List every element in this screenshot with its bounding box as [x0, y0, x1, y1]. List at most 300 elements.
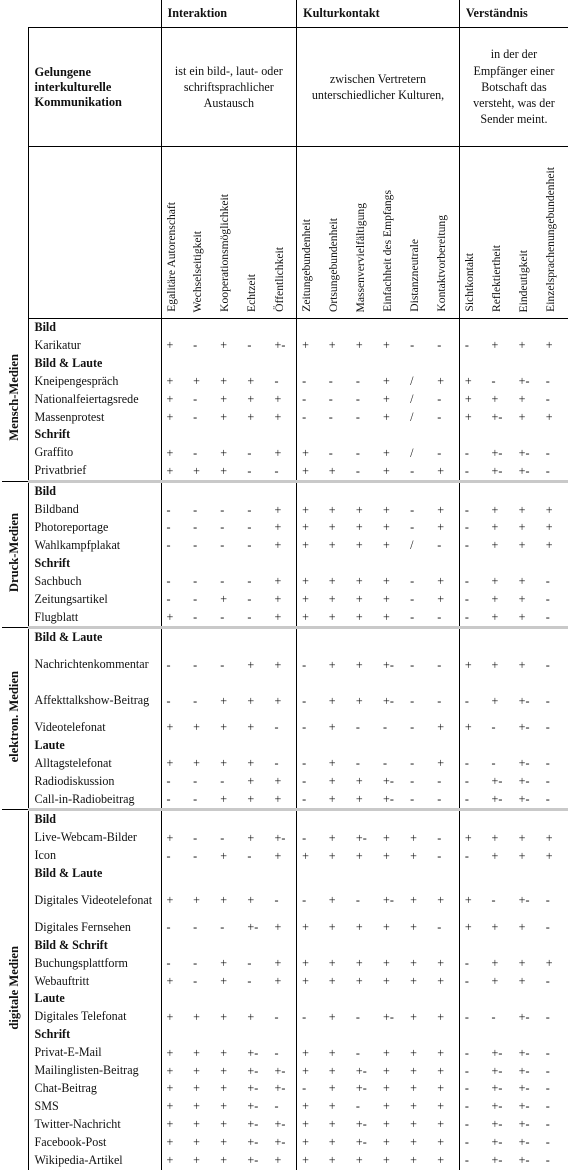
rating-cell	[405, 426, 432, 444]
rating-cell: +	[355, 338, 363, 353]
medium-name: Privat-E-Mail	[28, 1044, 161, 1062]
rating-cell	[215, 865, 242, 883]
rating-cell: +	[193, 1135, 200, 1150]
rating-cell: +	[491, 502, 499, 517]
rating-cell	[270, 1026, 297, 1044]
category-label: Bild & Laute	[28, 865, 161, 883]
criterion-label: Einzelsprachenungebundenheit	[543, 167, 557, 312]
medium-name: Affekttalkshow-Beitrag	[28, 683, 161, 719]
rating-cell: +	[297, 1062, 324, 1080]
rating-cell: +	[274, 574, 282, 589]
rating-cell: -	[274, 1045, 279, 1060]
rating-cell	[188, 555, 215, 573]
rating-cell: -	[410, 791, 415, 806]
rating-cell	[541, 426, 568, 444]
rating-cell: +-	[274, 338, 286, 353]
rating-cell: +	[220, 720, 228, 735]
table-row	[2, 755, 568, 773]
criterion-label: Massenvervielfältigung	[353, 202, 367, 312]
rating-cell: +	[518, 609, 526, 624]
rating-cell: +	[274, 657, 282, 672]
rating-cell: -	[297, 647, 324, 683]
rating-cell: +	[220, 374, 228, 389]
rating-cell	[378, 737, 405, 755]
rating-cell	[541, 1026, 568, 1044]
rating-cell: +-	[491, 791, 503, 806]
rating-cell	[297, 737, 324, 755]
rating-cell: -	[247, 609, 252, 624]
rating-cell	[514, 555, 541, 573]
rating-cell: +	[491, 920, 499, 935]
rating-cell: -	[161, 537, 188, 555]
rating-cell: +-	[518, 463, 530, 478]
rating-cell: +	[328, 657, 336, 672]
rating-cell	[487, 355, 514, 373]
rating-cell: -	[355, 893, 360, 908]
rating-cell: -	[355, 392, 360, 407]
rating-cell	[459, 426, 486, 444]
rating-cell	[161, 865, 188, 883]
rating-cell: +	[355, 774, 363, 789]
rating-cell	[161, 555, 188, 573]
rating-cell: -	[437, 920, 442, 935]
medium-name: Radiodiskussion	[28, 773, 161, 791]
table-row	[2, 883, 568, 919]
table-row	[2, 391, 568, 409]
rating-cell: +	[410, 1099, 417, 1114]
rating-cell: -	[383, 756, 388, 771]
rating-cell: +	[518, 520, 526, 535]
rating-cell: +-	[491, 1135, 503, 1150]
rating-cell	[514, 426, 541, 444]
rating-cell: -	[193, 791, 198, 806]
rating-cell: +	[297, 955, 324, 973]
rating-cell: -	[161, 773, 188, 791]
rating-cell: +	[297, 1044, 324, 1062]
rating-cell: -	[459, 683, 486, 719]
rating-cell	[242, 426, 269, 444]
rating-cell	[215, 355, 242, 373]
rating-cell: +	[355, 657, 363, 672]
rating-cell	[188, 1026, 215, 1044]
rating-cell: +	[220, 1117, 228, 1132]
rating-cell: +-	[247, 1099, 259, 1114]
rating-cell: -	[297, 773, 324, 791]
criterion-label: Echtzeit	[245, 274, 259, 312]
rating-cell	[541, 865, 568, 883]
rating-cell	[297, 990, 324, 1008]
category-row	[2, 937, 568, 955]
rating-cell: -	[545, 774, 550, 789]
rating-cell: +	[328, 1099, 336, 1114]
rating-cell: +-	[518, 693, 530, 708]
rating-cell: +	[220, 392, 228, 407]
criterion-header	[188, 147, 215, 319]
rating-cell: +	[437, 520, 445, 535]
rating-cell: -	[247, 974, 252, 989]
rating-cell: -	[355, 445, 360, 460]
rating-cell: +	[328, 774, 336, 789]
category-label: Laute	[28, 990, 161, 1008]
rating-cell	[351, 937, 378, 955]
rating-cell	[378, 355, 405, 373]
rating-cell: -	[410, 463, 415, 478]
media-table	[2, 0, 568, 1170]
table-row	[2, 847, 568, 865]
rating-cell: +	[297, 1152, 324, 1170]
rating-cell: -	[161, 501, 188, 519]
rating-cell: +	[355, 609, 363, 624]
rating-cell: -	[193, 520, 198, 535]
rating-cell: +	[220, 1153, 228, 1168]
rating-cell: -	[545, 1135, 550, 1150]
criterion-label: Einfachheit des Empfangs	[381, 190, 394, 312]
medium-name: Karikatur	[28, 337, 161, 355]
rating-cell: -	[459, 773, 486, 791]
rating-cell	[242, 865, 269, 883]
rating-cell: +	[328, 338, 336, 353]
rating-cell: +	[437, 1099, 445, 1114]
rating-cell: +	[297, 1116, 324, 1134]
rating-cell: +	[274, 791, 282, 806]
rating-cell: -	[297, 391, 324, 409]
rating-cell: +	[383, 338, 390, 353]
rating-cell: +	[383, 592, 390, 607]
rating-cell	[242, 937, 269, 955]
rating-cell: +	[161, 373, 188, 391]
rating-cell	[405, 1026, 432, 1044]
rating-cell	[188, 319, 215, 337]
criterion-header	[378, 147, 405, 319]
rating-cell: +	[410, 848, 417, 863]
rating-cell: +	[459, 919, 486, 937]
rating-cell: -	[459, 955, 486, 973]
rating-cell: -	[274, 1099, 279, 1114]
rating-cell: -	[220, 609, 225, 624]
category-label: Bild & Laute	[28, 355, 161, 373]
rating-cell: +	[383, 1045, 390, 1060]
medium-name: Wahlkampfplakat	[28, 537, 161, 555]
rating-cell: +	[355, 574, 363, 589]
rating-cell	[161, 937, 188, 955]
rating-cell	[541, 810, 568, 829]
medium-name: Chat-Beitrag	[28, 1080, 161, 1098]
rating-cell	[378, 555, 405, 573]
rating-cell: -	[297, 719, 324, 737]
table-row	[2, 1044, 568, 1062]
criterion-header	[405, 147, 432, 319]
rating-cell: +	[328, 592, 336, 607]
rating-cell	[378, 482, 405, 501]
rating-cell: -	[459, 1062, 486, 1080]
rating-cell: +	[297, 1134, 324, 1152]
rating-cell: +	[410, 893, 417, 908]
rating-cell: -	[410, 693, 415, 708]
rating-cell: -	[220, 574, 225, 589]
rating-cell: -	[328, 445, 333, 460]
criterion-header	[351, 147, 378, 319]
rating-cell: -	[545, 657, 550, 672]
rating-cell: +	[274, 848, 282, 863]
rating-cell: +	[274, 520, 282, 535]
rating-cell	[405, 628, 432, 647]
group-label-text: digitale Medien	[7, 946, 22, 1030]
rating-cell	[459, 319, 486, 337]
rating-cell: -	[545, 791, 550, 806]
rating-cell: +	[297, 573, 324, 591]
rating-cell: +	[410, 1153, 417, 1168]
rating-cell: +	[491, 830, 499, 845]
rating-cell: -	[193, 974, 198, 989]
rating-cell	[324, 319, 351, 337]
rating-cell: +	[220, 463, 228, 478]
criterion-label: Öffentlichkeit	[272, 247, 286, 312]
rating-cell	[324, 355, 351, 373]
medium-name: Call-in-Radiobeitrag	[28, 791, 161, 810]
rating-cell: +	[247, 791, 255, 806]
rating-cell: -	[274, 720, 279, 735]
rating-cell	[487, 865, 514, 883]
rating-cell: +	[161, 409, 188, 427]
rating-cell: -	[161, 683, 188, 719]
rating-cell: +	[193, 720, 200, 735]
rating-cell: -	[545, 1153, 550, 1168]
rating-cell: +	[491, 538, 499, 553]
criterion-header	[487, 147, 514, 319]
rating-cell	[270, 426, 297, 444]
rating-cell: +-	[383, 657, 394, 672]
rating-cell	[487, 810, 514, 829]
rating-cell	[514, 482, 541, 501]
table-row	[2, 1134, 568, 1152]
rating-cell	[324, 628, 351, 647]
definition-row	[2, 28, 568, 147]
rating-cell: +	[193, 893, 200, 908]
definition-verstaendnis: in der der Empfänger einer Botschaft das versteht, was der Sender meint.	[459, 28, 568, 147]
rating-cell	[351, 737, 378, 755]
rating-cell: +	[161, 462, 188, 481]
rating-cell	[324, 426, 351, 444]
rating-cell: -	[297, 1008, 324, 1026]
rating-cell: +-	[247, 1063, 259, 1078]
medium-name: Bildband	[28, 501, 161, 519]
rating-cell	[487, 737, 514, 755]
rating-cell	[188, 482, 215, 501]
rating-cell	[215, 319, 242, 337]
rating-cell	[459, 555, 486, 573]
rating-cell	[324, 937, 351, 955]
table-row	[2, 1116, 568, 1134]
group-label-text: Mensch-Medien	[7, 354, 22, 442]
rating-cell: +	[437, 374, 445, 389]
rating-cell: -	[220, 538, 225, 553]
medium-name: Icon	[28, 847, 161, 865]
criteria-row	[2, 147, 568, 319]
rating-cell	[351, 1026, 378, 1044]
rating-cell: -	[545, 609, 550, 624]
rating-cell	[270, 319, 297, 337]
rating-cell: +-	[491, 409, 503, 424]
rating-cell: -	[220, 774, 225, 789]
rating-cell	[514, 990, 541, 1008]
table-row	[2, 591, 568, 609]
rating-cell: -	[437, 445, 442, 460]
rating-cell: +	[297, 337, 324, 355]
rating-cell: -	[297, 683, 324, 719]
rating-cell: /	[410, 409, 414, 424]
rating-cell: +	[437, 756, 445, 771]
rating-cell: -	[459, 1080, 486, 1098]
rating-cell	[270, 937, 297, 955]
rating-cell: -	[355, 720, 360, 735]
rating-cell: +	[328, 830, 336, 845]
rating-cell: +-	[518, 1099, 530, 1114]
rating-cell: +	[383, 920, 390, 935]
rating-cell	[378, 319, 405, 337]
rating-cell	[351, 990, 378, 1008]
rating-cell: -	[410, 592, 415, 607]
rating-cell: -	[247, 956, 252, 971]
rating-cell: -	[383, 720, 388, 735]
rating-cell: +-	[491, 463, 503, 478]
rating-cell: +	[247, 693, 255, 708]
rating-cell	[541, 628, 568, 647]
rating-cell	[405, 319, 432, 337]
category-row	[2, 990, 568, 1008]
rating-cell: -	[545, 445, 550, 460]
rating-cell: +	[383, 1099, 390, 1114]
medium-name: Twitter-Nachricht	[28, 1116, 161, 1134]
table-row	[2, 791, 568, 810]
definition-interaktion: ist ein bild-, laut- oder schriftsprachlicher Austausch	[161, 28, 297, 147]
rating-cell: +	[437, 463, 445, 478]
rating-cell	[270, 628, 297, 647]
rating-cell	[188, 628, 215, 647]
rating-cell: +-	[383, 693, 394, 708]
rating-cell: +	[161, 1098, 188, 1116]
rating-cell: -	[545, 1099, 550, 1114]
rating-cell	[188, 937, 215, 955]
rating-cell: +-	[355, 830, 367, 845]
rating-cell: +	[491, 848, 499, 863]
table-row	[2, 337, 568, 355]
rating-cell: +	[545, 538, 553, 553]
rating-cell	[432, 355, 459, 373]
table-row	[2, 537, 568, 555]
rating-cell	[242, 990, 269, 1008]
definition-kulturkontakt: zwischen Vertretern unterschiedlicher Kulturen,	[297, 28, 460, 147]
group-label-text: Druck-Medien	[7, 513, 22, 593]
rating-cell: -	[355, 1045, 360, 1060]
rating-cell: +	[491, 592, 499, 607]
rating-cell: -	[297, 373, 324, 391]
rating-cell	[405, 810, 432, 829]
rating-cell	[297, 426, 324, 444]
rating-cell	[297, 555, 324, 573]
rating-cell: +	[410, 956, 417, 971]
rating-cell: +	[355, 974, 363, 989]
category-row	[2, 555, 568, 573]
rating-cell	[432, 319, 459, 337]
rating-cell: -	[161, 847, 188, 865]
rating-cell: -	[437, 609, 442, 624]
rating-cell: +	[193, 756, 200, 771]
rating-cell: +	[161, 883, 188, 919]
rating-cell: +	[545, 956, 553, 971]
rating-cell: +	[274, 392, 282, 407]
rating-cell: +	[459, 409, 486, 427]
rating-cell: -	[491, 720, 496, 735]
rating-cell: -	[274, 756, 279, 771]
rating-cell: +	[247, 893, 255, 908]
rating-cell: +	[491, 574, 499, 589]
rating-cell: -	[545, 574, 550, 589]
rating-cell: +	[161, 1008, 188, 1026]
rating-cell: -	[545, 920, 550, 935]
rating-cell: +	[383, 1081, 390, 1096]
medium-name: Videotelefonat	[28, 719, 161, 737]
rating-cell: +	[328, 538, 336, 553]
criterion-header	[215, 147, 242, 319]
rating-cell: -	[545, 974, 550, 989]
rating-cell	[378, 810, 405, 829]
rating-cell: +	[437, 502, 445, 517]
rating-cell: +	[355, 848, 363, 863]
table-row	[2, 1080, 568, 1098]
rating-cell: -	[459, 1008, 486, 1026]
rating-cell: +	[247, 756, 255, 771]
rating-cell	[270, 737, 297, 755]
category-row	[2, 319, 568, 337]
rating-cell: +	[220, 956, 228, 971]
criterion-header	[432, 147, 459, 319]
rating-cell: +-	[518, 720, 530, 735]
rating-cell: +	[383, 538, 390, 553]
rating-cell: -	[459, 573, 486, 591]
rating-cell: +	[491, 392, 499, 407]
rating-cell	[297, 628, 324, 647]
criterion-label: Reflektiertheit	[489, 245, 503, 312]
rating-cell: +-	[355, 1063, 367, 1078]
rating-cell: +-	[383, 1009, 394, 1024]
rating-cell	[405, 737, 432, 755]
rating-cell: -	[193, 502, 198, 517]
table-row	[2, 373, 568, 391]
rating-cell: +	[220, 893, 228, 908]
rating-cell: -	[459, 501, 486, 519]
rating-cell: -	[355, 1009, 360, 1024]
rating-cell: +	[545, 409, 553, 424]
rating-cell: -	[247, 520, 252, 535]
rating-cell: +	[383, 1063, 390, 1078]
rating-cell: +	[220, 592, 228, 607]
rating-cell: +	[355, 693, 363, 708]
rating-cell	[378, 628, 405, 647]
rating-cell: -	[247, 848, 252, 863]
rating-cell: +	[518, 338, 526, 353]
rating-cell: +	[437, 1153, 445, 1168]
rating-cell: -	[193, 609, 198, 624]
rating-cell: +	[383, 520, 390, 535]
rating-cell: +	[437, 1081, 445, 1096]
rating-cell: +	[518, 392, 526, 407]
rating-cell	[161, 628, 188, 647]
medium-name: Zeitungsartikel	[28, 591, 161, 609]
rating-cell: +	[161, 337, 188, 355]
rating-cell	[188, 990, 215, 1008]
criterion-label: Ortsungebundenheit	[326, 217, 340, 312]
rating-cell: +	[518, 920, 526, 935]
